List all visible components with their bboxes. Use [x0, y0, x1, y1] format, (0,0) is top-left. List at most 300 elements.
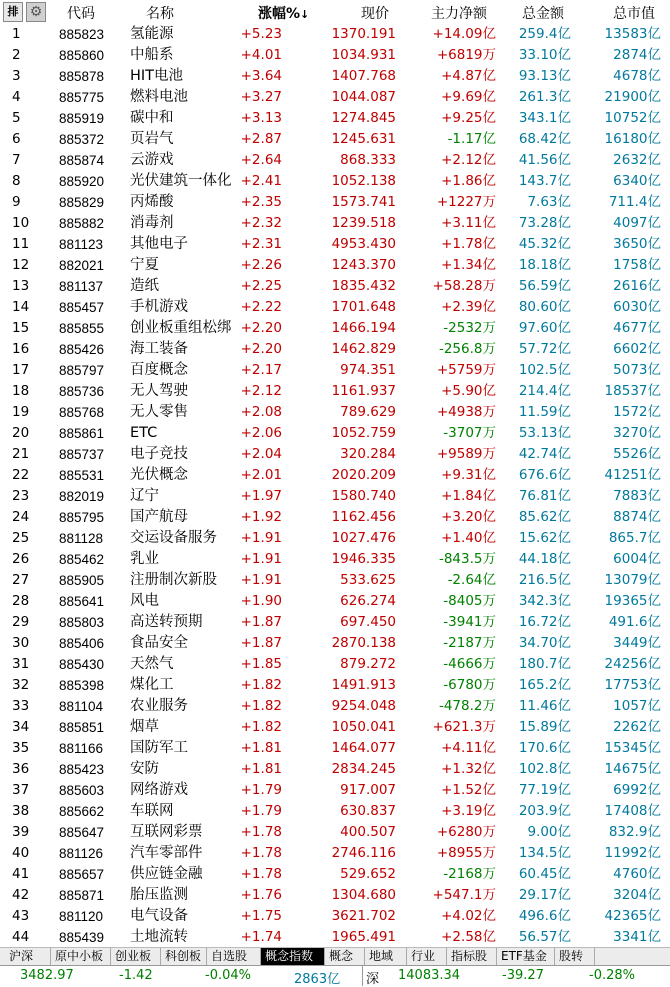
table-row[interactable]	[0, 591, 670, 612]
row-code: 885797	[59, 363, 105, 378]
sz-index: 14083.34	[398, 968, 461, 983]
row-price: 1701.648	[331, 299, 396, 315]
row-amount: 7.63亿	[527, 194, 571, 210]
row-index: 20	[12, 425, 30, 441]
row-market-cap: 6004亿	[613, 551, 661, 567]
row-pct: +1.78	[240, 845, 282, 861]
row-price: 1027.476	[331, 530, 396, 546]
col-header-flow[interactable]: 主力净额	[431, 6, 487, 22]
tab-5[interactable]: 概念指数	[261, 948, 325, 965]
row-net-flow: +1.86亿	[441, 173, 496, 189]
row-code: 885823	[59, 27, 105, 42]
table-row[interactable]	[0, 906, 670, 927]
table-row[interactable]	[0, 87, 670, 108]
table-row[interactable]	[0, 66, 670, 87]
row-name: 互联网彩票	[130, 824, 203, 840]
col-header-amount[interactable]: 总金额	[522, 6, 564, 22]
row-net-flow: +14.09亿	[432, 26, 496, 42]
row-code: 885878	[59, 69, 105, 84]
row-net-flow: +6819万	[436, 47, 496, 63]
table-row[interactable]	[0, 612, 670, 633]
row-code: 885736	[59, 384, 105, 399]
row-price: 1245.631	[331, 131, 396, 147]
row-amount: 170.6亿	[518, 740, 571, 756]
row-net-flow: -3707万	[443, 425, 496, 441]
row-name: 食品安全	[130, 635, 188, 651]
row-code: 885829	[59, 195, 105, 210]
tab-3[interactable]: 科创板	[161, 948, 207, 965]
row-index: 22	[12, 467, 30, 483]
row-net-flow: -478.2万	[438, 698, 496, 714]
row-index: 10	[12, 215, 30, 231]
table-row[interactable]	[0, 486, 670, 507]
row-amount: 134.5亿	[518, 845, 571, 861]
row-market-cap: 7883亿	[613, 488, 661, 504]
table-row[interactable]	[0, 423, 670, 444]
row-pct: +3.13	[240, 110, 282, 126]
row-market-cap: 491.6亿	[608, 614, 661, 630]
row-amount: 57.72亿	[518, 341, 571, 357]
row-price: 868.333	[340, 152, 396, 168]
sort-down-arrow-icon: ↓	[300, 8, 310, 21]
row-net-flow: -2187万	[443, 635, 496, 651]
row-market-cap: 3341亿	[613, 929, 661, 945]
table-row[interactable]	[0, 360, 670, 381]
row-amount: 342.3亿	[518, 593, 571, 609]
row-code: 885426	[59, 342, 105, 357]
row-amount: 76.81亿	[518, 488, 571, 504]
table-row[interactable]	[0, 255, 670, 276]
row-price: 1464.077	[331, 740, 396, 756]
row-net-flow: -2168万	[443, 866, 496, 882]
row-index: 2	[12, 47, 21, 63]
row-pct: +1.90	[240, 593, 282, 609]
row-name: HIT电池	[130, 68, 184, 84]
row-market-cap: 711.4亿	[608, 194, 661, 210]
row-market-cap: 1758亿	[613, 257, 661, 273]
row-market-cap: 4678亿	[613, 68, 661, 84]
row-index: 43	[12, 908, 30, 924]
row-index: 14	[12, 299, 30, 315]
row-amount: 53.13亿	[518, 425, 571, 441]
row-market-cap: 2632亿	[613, 152, 661, 168]
row-amount: 85.62亿	[518, 509, 571, 525]
row-name: 消毒剂	[130, 215, 174, 231]
sh-amount: 2863亿	[294, 972, 341, 987]
row-index: 34	[12, 719, 30, 735]
row-code: 885874	[59, 153, 105, 168]
row-index: 16	[12, 341, 30, 357]
row-price: 2020.209	[331, 467, 396, 483]
row-index: 41	[12, 866, 30, 882]
tab-4[interactable]: 自选股	[207, 948, 261, 965]
status-divider	[362, 966, 363, 986]
row-name: 交运设备服务	[130, 530, 217, 546]
row-market-cap: 2874亿	[613, 47, 661, 63]
row-pct: +2.17	[240, 362, 282, 378]
table-row[interactable]	[0, 864, 670, 885]
status-bar	[0, 965, 670, 986]
row-code: 885795	[59, 510, 105, 525]
table-row[interactable]	[0, 381, 670, 402]
row-pct: +1.87	[240, 614, 282, 630]
row-net-flow: +2.39亿	[441, 299, 496, 315]
col-header-code[interactable]: 代码	[67, 6, 95, 22]
row-pct: +2.26	[240, 257, 282, 273]
row-net-flow: +9.25亿	[441, 110, 496, 126]
row-net-flow: +6280万	[436, 824, 496, 840]
row-price: 1052.759	[331, 425, 396, 441]
table-row[interactable]	[0, 759, 670, 780]
row-net-flow: +3.20亿	[441, 509, 496, 525]
table-row[interactable]	[0, 297, 670, 318]
row-name: 光伏建筑一体化	[130, 173, 232, 189]
row-net-flow: +3.11亿	[441, 215, 496, 231]
tab-9[interactable]: 指标股	[447, 948, 497, 965]
row-market-cap: 13583亿	[604, 26, 661, 42]
row-net-flow: +5.90亿	[441, 383, 496, 399]
row-amount: 16.72亿	[518, 614, 571, 630]
row-net-flow: +8955万	[436, 845, 496, 861]
row-price: 1162.456	[331, 509, 396, 525]
table-row[interactable]	[0, 570, 670, 591]
row-pct: +3.27	[240, 89, 282, 105]
row-name: 燃料电池	[130, 89, 188, 105]
row-market-cap: 1572亿	[613, 404, 661, 420]
row-market-cap: 4677亿	[613, 320, 661, 336]
row-index: 17	[12, 362, 30, 378]
row-amount: 42.74亿	[518, 446, 571, 462]
row-net-flow: +3.19亿	[441, 803, 496, 819]
row-net-flow: +1.32亿	[441, 761, 496, 777]
row-market-cap: 24256亿	[604, 656, 661, 672]
row-pct: +2.22	[240, 299, 282, 315]
row-market-cap: 6992亿	[613, 782, 661, 798]
table-row[interactable]	[0, 780, 670, 801]
row-amount: 45.32亿	[518, 236, 571, 252]
market-tab-bar	[0, 947, 670, 966]
row-name: 其他电子	[130, 236, 188, 252]
table-row[interactable]	[0, 822, 670, 843]
col-header-cap[interactable]: 总市值	[613, 6, 655, 22]
row-code: 885641	[59, 594, 105, 609]
row-index: 37	[12, 782, 30, 798]
tab-1[interactable]: 原中小板	[51, 948, 111, 965]
row-pct: +1.79	[240, 782, 282, 798]
row-index: 31	[12, 656, 30, 672]
row-index: 29	[12, 614, 30, 630]
col-header-name[interactable]: 名称	[146, 6, 174, 22]
row-market-cap: 2262亿	[613, 719, 661, 735]
row-net-flow: +9.31亿	[441, 467, 496, 483]
row-price: 3621.702	[331, 908, 396, 924]
tab-2[interactable]: 创业板	[111, 948, 161, 965]
table-row[interactable]	[0, 339, 670, 360]
row-amount: 68.42亿	[518, 131, 571, 147]
tab-7[interactable]: 地域	[365, 948, 407, 965]
row-code: 885860	[59, 48, 105, 63]
gear-icon[interactable]: ⚙	[26, 2, 46, 22]
row-code: 885851	[59, 720, 105, 735]
row-name: 煤化工	[130, 677, 174, 693]
table-row[interactable]	[0, 528, 670, 549]
row-name: 海工装备	[130, 341, 188, 357]
row-amount: 15.62亿	[518, 530, 571, 546]
row-code: 885855	[59, 321, 105, 336]
row-code: 885372	[59, 132, 105, 147]
row-name: 无人驾驶	[130, 383, 188, 399]
row-net-flow: -2.64亿	[447, 572, 496, 588]
row-code: 885768	[59, 405, 105, 420]
row-pct: +1.82	[240, 677, 282, 693]
row-code: 885423	[59, 762, 105, 777]
table-row[interactable]	[0, 843, 670, 864]
row-name: 汽车零部件	[130, 845, 203, 861]
row-market-cap: 6030亿	[613, 299, 661, 315]
row-amount: 102.8亿	[518, 761, 571, 777]
table-row[interactable]	[0, 213, 670, 234]
row-pct: +2.32	[240, 215, 282, 231]
row-index: 6	[12, 131, 21, 147]
row-amount: 180.7亿	[518, 656, 571, 672]
row-amount: 143.7亿	[518, 173, 571, 189]
row-name: 中船系	[130, 47, 174, 63]
table-row[interactable]	[0, 549, 670, 570]
row-net-flow: +2.58亿	[441, 929, 496, 945]
row-price: 1243.370	[331, 257, 396, 273]
row-index: 4	[12, 89, 21, 105]
row-index: 1	[12, 26, 21, 42]
table-row[interactable]	[0, 234, 670, 255]
row-name: 宁夏	[130, 257, 159, 273]
row-price: 533.625	[340, 572, 396, 588]
table-row[interactable]	[0, 633, 670, 654]
row-name: ETC	[130, 425, 158, 441]
row-price: 879.272	[340, 656, 396, 672]
row-code: 885861	[59, 426, 105, 441]
table-row[interactable]	[0, 171, 670, 192]
table-row[interactable]	[0, 129, 670, 150]
row-price: 697.450	[340, 614, 396, 630]
row-net-flow: -8405万	[443, 593, 496, 609]
row-pct: +2.41	[240, 173, 282, 189]
row-amount: 15.89亿	[518, 719, 571, 735]
row-market-cap: 1057亿	[613, 698, 661, 714]
table-row[interactable]	[0, 45, 670, 66]
table-row[interactable]	[0, 108, 670, 129]
table-row[interactable]	[0, 927, 670, 948]
row-net-flow: -843.5万	[438, 551, 496, 567]
row-net-flow: -6780万	[443, 677, 496, 693]
row-net-flow: -2532万	[443, 320, 496, 336]
row-pct: +1.78	[240, 866, 282, 882]
row-amount: 259.4亿	[518, 26, 571, 42]
sz-change: -39.27	[502, 968, 544, 983]
row-net-flow: +4.02亿	[441, 908, 496, 924]
row-net-flow: +4.11亿	[441, 740, 496, 756]
sz-label: 深	[366, 972, 380, 987]
row-price: 1407.768	[331, 68, 396, 84]
row-pct: +1.75	[240, 908, 282, 924]
row-index: 25	[12, 530, 30, 546]
table-row[interactable]	[0, 24, 670, 45]
row-price: 1370.191	[331, 26, 396, 42]
tab-11[interactable]: 股转	[555, 948, 595, 965]
table-row[interactable]	[0, 465, 670, 486]
row-index: 3	[12, 68, 21, 84]
row-pct: +1.85	[240, 656, 282, 672]
tab-10[interactable]: ETF基金	[497, 948, 555, 965]
row-pct: +1.91	[240, 530, 282, 546]
sz-pct: -0.28%	[589, 968, 635, 983]
row-price: 1573.741	[331, 194, 396, 210]
sh-change: -1.42	[119, 968, 153, 983]
col-header-price[interactable]: 现价	[361, 6, 389, 22]
row-price: 1239.518	[331, 215, 396, 231]
row-net-flow: +1.84亿	[441, 488, 496, 504]
row-price: 2746.116	[331, 845, 396, 861]
table-row[interactable]	[0, 675, 670, 696]
row-market-cap: 5526亿	[613, 446, 661, 462]
table-row[interactable]	[0, 654, 670, 675]
row-price: 320.284	[340, 446, 396, 462]
row-pct: +2.01	[240, 467, 282, 483]
row-code: 885871	[59, 888, 105, 903]
sort-button[interactable]: 排	[3, 2, 23, 22]
row-amount: 9.00亿	[527, 824, 571, 840]
row-pct: +5.23	[240, 26, 282, 42]
row-amount: 102.5亿	[518, 362, 571, 378]
table-row[interactable]	[0, 696, 670, 717]
table-row[interactable]	[0, 885, 670, 906]
row-name: 电子竞技	[130, 446, 188, 462]
row-market-cap: 19365亿	[604, 593, 661, 609]
row-pct: +1.91	[240, 572, 282, 588]
row-code: 881126	[59, 846, 104, 861]
row-price: 1835.432	[331, 278, 396, 294]
row-market-cap: 5073亿	[613, 362, 661, 378]
row-pct: +1.79	[240, 803, 282, 819]
row-market-cap: 3449亿	[613, 635, 661, 651]
row-code: 882019	[59, 489, 105, 504]
row-index: 38	[12, 803, 30, 819]
row-amount: 80.60亿	[518, 299, 571, 315]
table-row[interactable]	[0, 717, 670, 738]
row-index: 8	[12, 173, 21, 189]
row-name: 页岩气	[130, 131, 174, 147]
row-code: 881128	[59, 531, 104, 546]
row-net-flow: +547.1万	[432, 887, 496, 903]
row-index: 33	[12, 698, 30, 714]
row-code: 885398	[59, 678, 105, 693]
table-row[interactable]	[0, 276, 670, 297]
row-index: 11	[12, 236, 30, 252]
row-index: 35	[12, 740, 30, 756]
row-net-flow: +2.12亿	[441, 152, 496, 168]
row-net-flow: +9.69亿	[441, 89, 496, 105]
row-market-cap: 11992亿	[604, 845, 661, 861]
table-row[interactable]	[0, 738, 670, 759]
row-code: 885662	[59, 804, 105, 819]
row-name: 农业服务	[130, 698, 188, 714]
table-row[interactable]	[0, 507, 670, 528]
row-code: 885775	[59, 90, 105, 105]
table-row[interactable]	[0, 444, 670, 465]
row-index: 28	[12, 593, 30, 609]
row-net-flow: -256.8万	[438, 341, 496, 357]
row-pct: +2.12	[240, 383, 282, 399]
row-code: 881166	[59, 741, 104, 756]
row-index: 26	[12, 551, 30, 567]
row-code: 881104	[59, 699, 104, 714]
tab-8[interactable]: 行业	[407, 948, 447, 965]
row-net-flow: +1.34亿	[441, 257, 496, 273]
row-net-flow: +4.87亿	[441, 68, 496, 84]
row-code: 885603	[59, 783, 105, 798]
row-code: 885657	[59, 867, 105, 882]
row-pct: +2.06	[240, 425, 282, 441]
row-net-flow: -3941万	[443, 614, 496, 630]
row-index: 9	[12, 194, 21, 210]
tab-0[interactable]: 沪深	[5, 948, 51, 965]
row-pct: +1.87	[240, 635, 282, 651]
row-price: 1274.845	[331, 110, 396, 126]
row-name: 造纸	[130, 278, 159, 294]
row-index: 30	[12, 635, 30, 651]
row-price: 1580.740	[331, 488, 396, 504]
row-pct: +1.76	[240, 887, 282, 903]
row-net-flow: +1.40亿	[441, 530, 496, 546]
tab-6[interactable]: 概念	[325, 948, 365, 965]
row-pct: +1.82	[240, 698, 282, 714]
row-price: 917.007	[340, 782, 396, 798]
row-pct: +1.91	[240, 551, 282, 567]
row-name: 百度概念	[130, 362, 188, 378]
row-amount: 41.56亿	[518, 152, 571, 168]
row-market-cap: 17753亿	[604, 677, 661, 693]
row-pct: +2.08	[240, 404, 282, 420]
row-market-cap: 6340亿	[613, 173, 661, 189]
row-market-cap: 2616亿	[613, 278, 661, 294]
row-pct: +2.87	[240, 131, 282, 147]
row-amount: 73.28亿	[518, 215, 571, 231]
row-amount: 261.3亿	[518, 89, 571, 105]
row-price: 529.652	[340, 866, 396, 882]
row-name: 网络游戏	[130, 782, 188, 798]
table-row[interactable]	[0, 402, 670, 423]
row-net-flow: +9589万	[436, 446, 496, 462]
table-row[interactable]	[0, 318, 670, 339]
row-price: 1965.491	[331, 929, 396, 945]
row-index: 21	[12, 446, 30, 462]
row-price: 1466.194	[331, 320, 396, 336]
row-amount: 93.13亿	[518, 68, 571, 84]
table-row[interactable]	[0, 150, 670, 171]
row-amount: 11.46亿	[518, 698, 571, 714]
row-net-flow: -4666万	[443, 656, 496, 672]
table-row[interactable]	[0, 192, 670, 213]
row-name: 高送转预期	[130, 614, 203, 630]
row-amount: 496.6亿	[518, 908, 571, 924]
row-price: 974.351	[340, 362, 396, 378]
row-market-cap: 865.7亿	[608, 530, 661, 546]
row-index: 24	[12, 509, 30, 525]
col-header-pct[interactable]: 涨幅%↓	[258, 6, 310, 22]
row-name: 云游戏	[130, 152, 174, 168]
row-pct: +2.35	[240, 194, 282, 210]
table-row[interactable]	[0, 801, 670, 822]
row-code: 882021	[59, 258, 105, 273]
